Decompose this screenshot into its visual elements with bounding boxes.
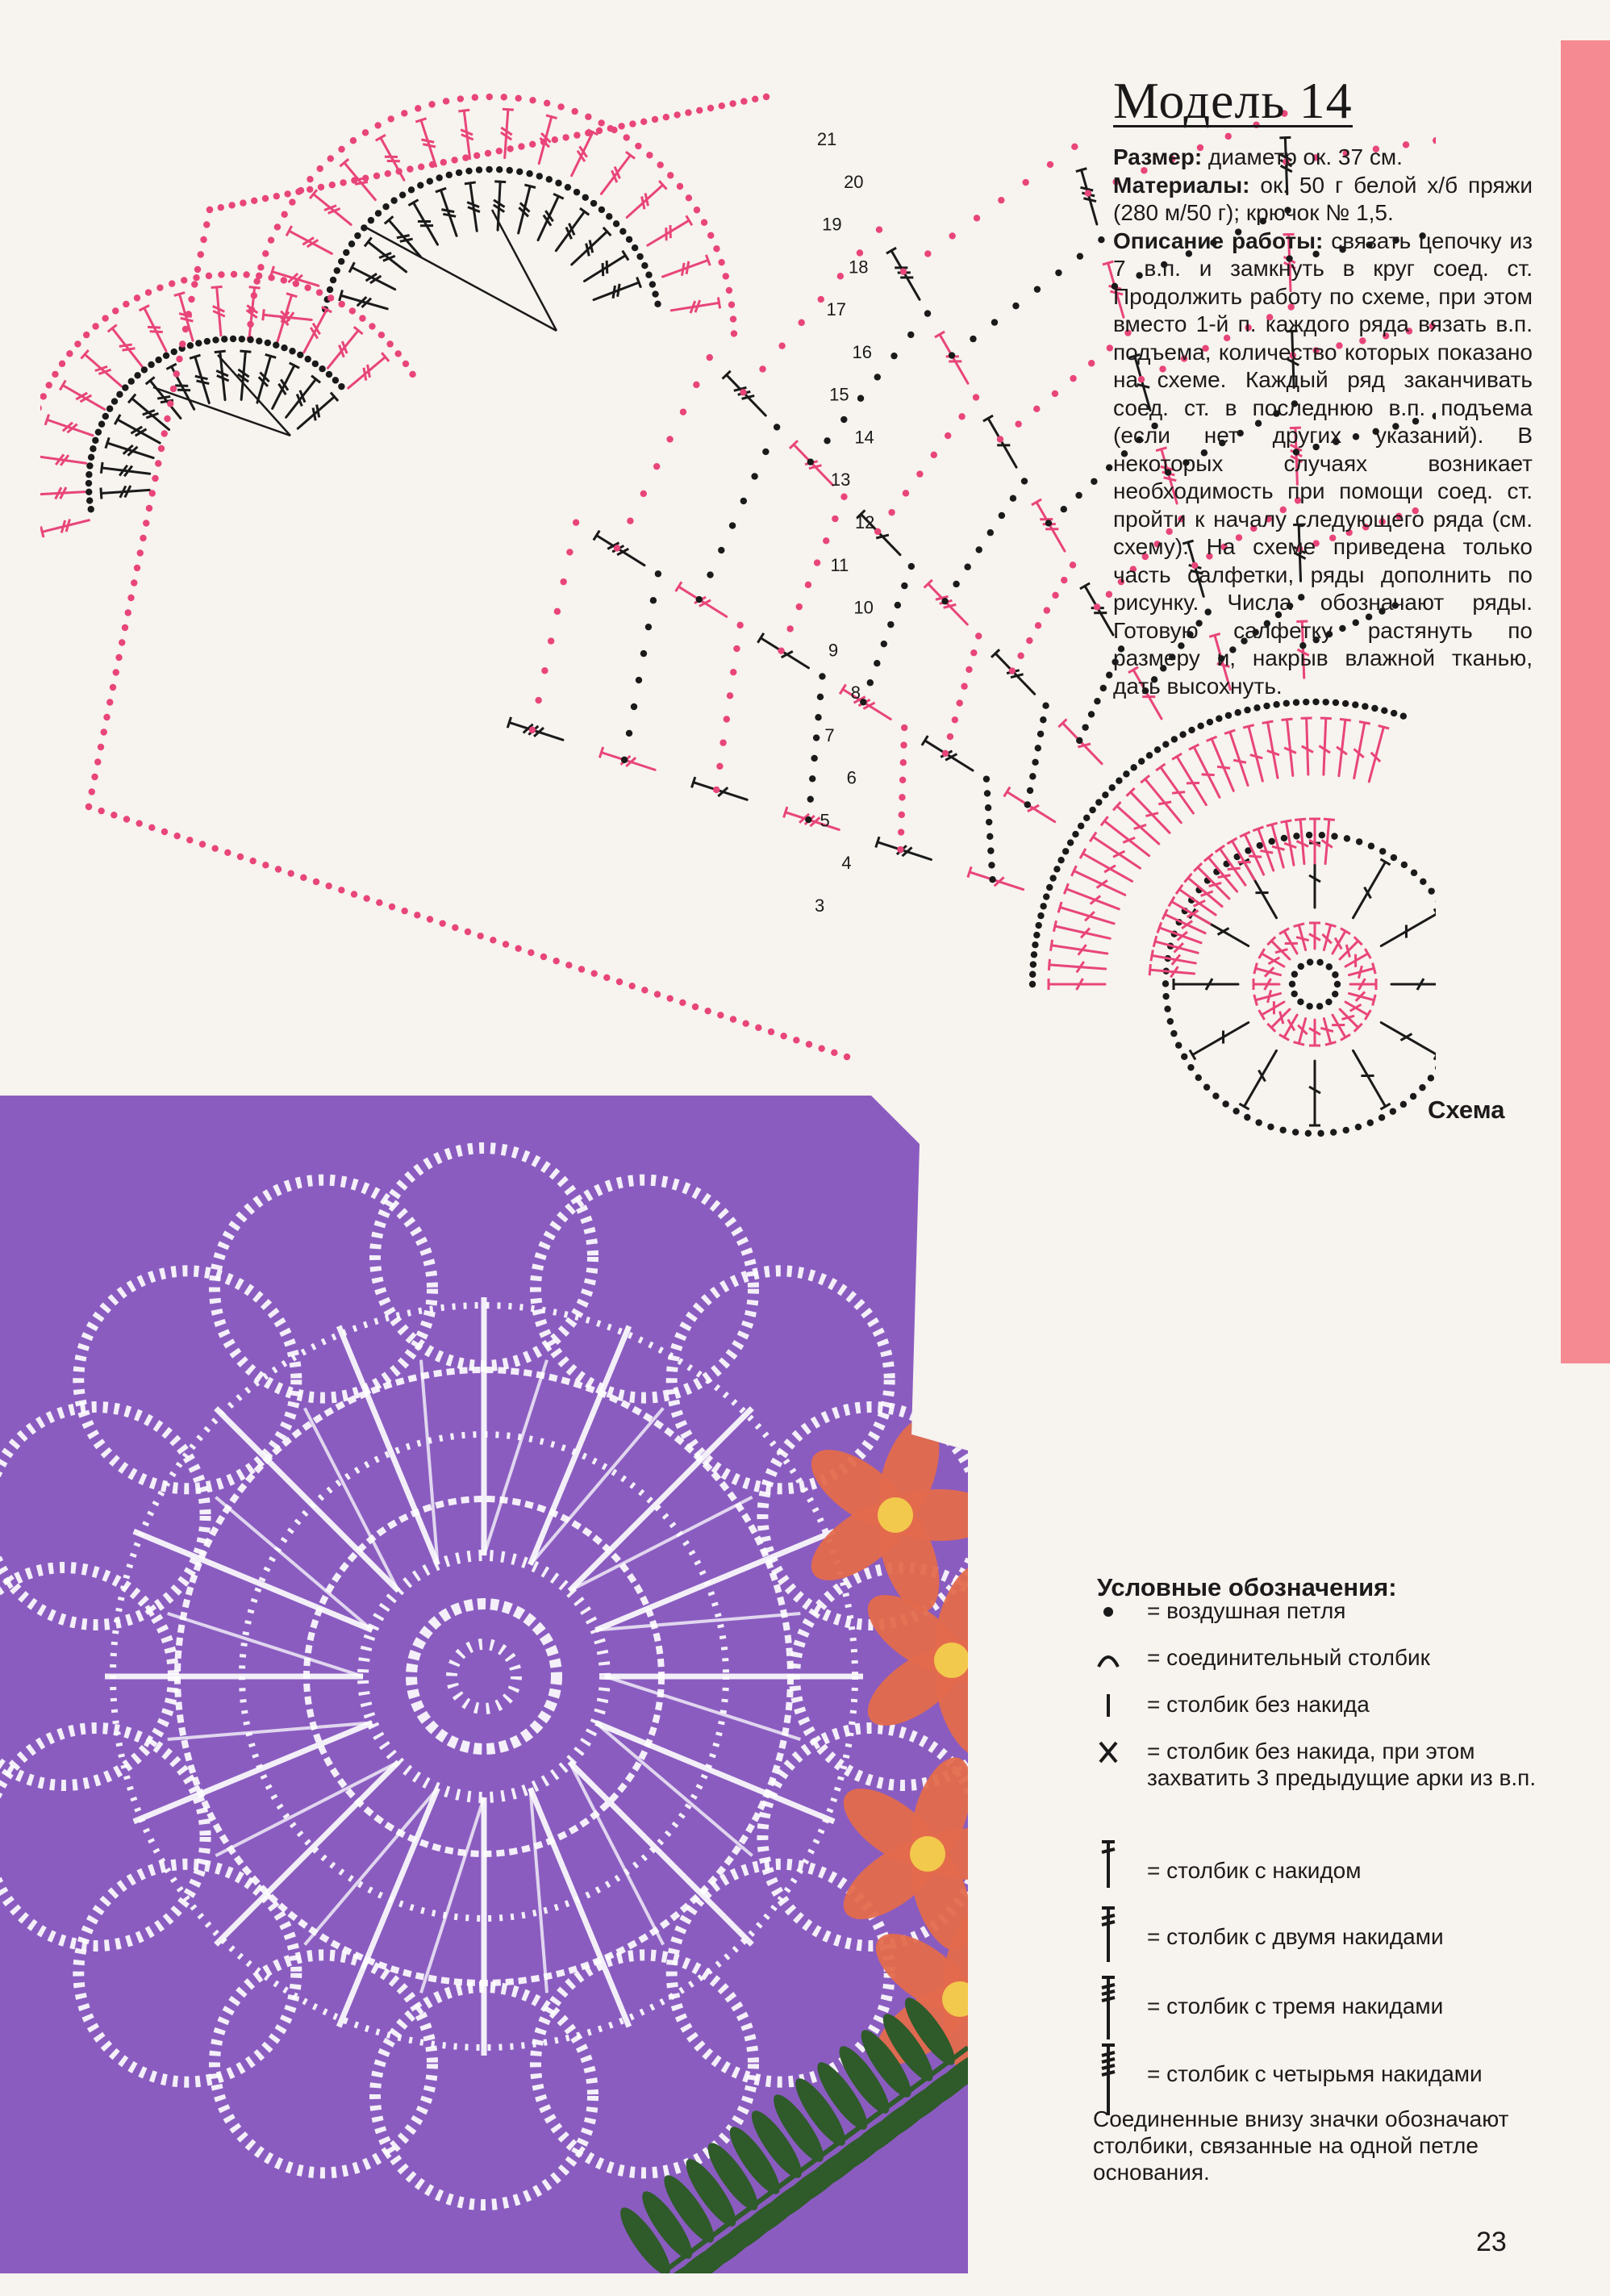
row-5-stitch bbox=[1240, 832, 1264, 875]
chain-arc bbox=[713, 622, 744, 793]
size-label: Размер: bbox=[1113, 144, 1203, 169]
legend-note: Соединенные внизу значки обозначают столбики, связанные на одной петле основания. bbox=[1093, 2106, 1509, 2185]
upper-fan-inner-stitch bbox=[385, 216, 421, 257]
row-3-stitch bbox=[1322, 924, 1336, 950]
doily-photo bbox=[0, 1096, 968, 2273]
upper-fan-outer-stitch bbox=[310, 190, 351, 224]
left-fan-inner-stitch bbox=[273, 363, 299, 409]
legend-item-text: = соединительный столбик bbox=[1147, 1645, 1430, 1670]
chain-arc bbox=[949, 236, 1105, 359]
row-6-stitch bbox=[1053, 920, 1110, 938]
row-5-stitch bbox=[1281, 820, 1297, 865]
upper-fan-outer-stitch bbox=[662, 255, 710, 277]
legend-item-text: = столбик с четырьмя накидами bbox=[1147, 2061, 1483, 2086]
row-5-stitch bbox=[1151, 950, 1195, 965]
upper-fan-inner-stitch bbox=[365, 237, 407, 271]
center-ring bbox=[1289, 958, 1341, 1009]
row-4-spoke bbox=[1381, 1023, 1436, 1060]
upper-fan-outer-stitch bbox=[458, 110, 473, 158]
row-3-stitch bbox=[1267, 1009, 1290, 1032]
legend bbox=[1097, 1573, 1549, 2086]
left-fan-inner-stitch bbox=[128, 394, 169, 430]
materials-label: Материалы: bbox=[1113, 172, 1250, 198]
row-6-stitch bbox=[1101, 816, 1149, 855]
row-4-spoke bbox=[1239, 859, 1276, 918]
upper-fan-inner-stitch bbox=[436, 188, 457, 236]
chain-arc bbox=[983, 775, 996, 883]
legend-item-text: = столбик с тремя накидами bbox=[1147, 1993, 1444, 2018]
upper-fan-inner-chain bbox=[322, 166, 661, 313]
triple-treble-icon bbox=[1097, 2043, 1137, 2115]
left-edge-chain bbox=[86, 207, 213, 810]
left-fan-inner-stitch bbox=[190, 355, 209, 403]
row-number: 20 bbox=[844, 171, 864, 192]
left-fan-outer-stitch bbox=[40, 487, 85, 500]
row-3-stitch bbox=[1254, 963, 1281, 977]
row-4-spoke bbox=[1381, 908, 1436, 946]
chain-arc bbox=[874, 394, 979, 535]
chain-arc bbox=[621, 570, 661, 763]
row-6-stitch bbox=[1262, 721, 1279, 778]
row-3-stitch bbox=[1350, 979, 1376, 990]
outer-border-chain bbox=[86, 804, 850, 1060]
row-3-stitch bbox=[1253, 979, 1279, 990]
legend-title: Условные обозначения: bbox=[1097, 1573, 1397, 1601]
upper-fan-inner-stitch bbox=[584, 251, 628, 282]
upper-fan-outer-stitch bbox=[601, 152, 635, 194]
chain-arc bbox=[1009, 561, 1077, 674]
legend-item-text: = воздушная петля bbox=[1147, 1598, 1346, 1623]
row-5-stitch bbox=[1322, 819, 1335, 863]
left-fan-outer-stitch bbox=[60, 380, 104, 409]
row-6-stitch bbox=[1156, 764, 1193, 813]
diagram-label: Схема bbox=[1428, 1096, 1505, 1124]
left-fan-outer-stitch bbox=[41, 520, 90, 538]
row-4-spoke bbox=[1353, 859, 1391, 918]
upper-fan-outer-stitch bbox=[648, 215, 692, 245]
upper-fan-outer-stitch bbox=[671, 298, 719, 314]
row-6-stitch bbox=[1301, 718, 1313, 774]
row-6-stitch bbox=[1369, 725, 1389, 781]
left-fan-outer-chain bbox=[40, 271, 416, 559]
left-fan-inner-stitch bbox=[286, 376, 320, 418]
row-number: 12 bbox=[854, 512, 875, 532]
chain-arc bbox=[805, 673, 826, 823]
single-crochet-x-icon bbox=[1097, 1738, 1137, 1810]
size-text: диаметр ок. 37 см. bbox=[1202, 144, 1403, 169]
page-title: Модель 14 bbox=[1113, 72, 1353, 129]
row-number: 14 bbox=[854, 427, 874, 448]
legend-item-text: = столбик с двумя накидами bbox=[1147, 1924, 1444, 1949]
row-3-stitch bbox=[1309, 1020, 1320, 1046]
row-6-stitch bbox=[1337, 719, 1351, 775]
chain-arc bbox=[1024, 703, 1049, 808]
row-7-chains bbox=[1029, 699, 1407, 987]
row-number: 13 bbox=[830, 470, 851, 491]
left-fan-inner-stitch bbox=[101, 462, 149, 476]
row-3-stitch bbox=[1254, 990, 1281, 1005]
row-6-stitch bbox=[1049, 979, 1105, 990]
left-fan-inner-stitch bbox=[257, 354, 276, 403]
row-3-stitch bbox=[1309, 923, 1320, 949]
row-number: 5 bbox=[820, 810, 830, 831]
row-number: 9 bbox=[828, 640, 839, 661]
pattern-description bbox=[1113, 144, 1533, 700]
row-6-stitch bbox=[1071, 866, 1124, 895]
upper-fan-inner-stitch bbox=[340, 290, 388, 309]
upper-fan-inner-stitch bbox=[538, 194, 564, 240]
top-edge-chain bbox=[206, 94, 770, 213]
row-6-stitch bbox=[1353, 722, 1370, 779]
work-label: Описание работы: bbox=[1113, 228, 1324, 253]
row-number: 16 bbox=[852, 341, 873, 362]
row-3-stitch bbox=[1340, 1009, 1362, 1032]
row-5-stitch bbox=[1295, 819, 1308, 863]
upper-fan-outer-stitch bbox=[286, 226, 332, 253]
row-5-stitch bbox=[1309, 819, 1320, 863]
left-fan-inner-stitch bbox=[106, 437, 153, 457]
upper-fan-outer-chain bbox=[247, 94, 737, 342]
double-crochet-icon bbox=[1097, 1839, 1137, 1912]
row-6-stitch bbox=[1282, 719, 1296, 775]
row-5-stitch bbox=[1253, 827, 1273, 870]
row-3-stitch bbox=[1349, 991, 1376, 1005]
row-3-stitch bbox=[1267, 937, 1290, 959]
row-4-spoke bbox=[1239, 1050, 1276, 1109]
chain-arc bbox=[740, 226, 882, 395]
materials-text: ок. 50 г белой х/б пряжи (280 м/50 г); крючок № 1,5. bbox=[1113, 172, 1533, 225]
row-6-stitch bbox=[1207, 737, 1234, 791]
left-fan-inner-stitch bbox=[238, 351, 251, 399]
row-4-spoke bbox=[1174, 979, 1238, 990]
row-6-stitch bbox=[1243, 725, 1262, 782]
row-3-stitch bbox=[1294, 924, 1309, 950]
chain-arc bbox=[614, 354, 713, 552]
chain-arc bbox=[860, 563, 915, 706]
row-number: 17 bbox=[826, 299, 846, 320]
page-number: 23 bbox=[1476, 2227, 1507, 2257]
double-treble-icon bbox=[1097, 1975, 1137, 2048]
chain-arc bbox=[941, 478, 1028, 604]
legend-item-text: = столбик с накидом bbox=[1147, 1858, 1362, 1883]
chain-arc bbox=[900, 144, 1078, 275]
upper-fan-inner-stitch bbox=[572, 228, 611, 265]
left-fan-outer-stitch bbox=[247, 287, 261, 336]
row-number: 8 bbox=[850, 683, 861, 703]
left-fan-outer-stitch bbox=[40, 451, 86, 465]
row-number: 18 bbox=[848, 257, 869, 278]
row-number: 19 bbox=[822, 214, 842, 235]
row-3-stitch bbox=[1340, 937, 1362, 959]
left-fan-inner-stitch bbox=[101, 486, 149, 499]
row-6-stitch bbox=[1127, 788, 1170, 833]
row-3-stitch bbox=[1349, 963, 1376, 979]
left-fan-outer-stitch bbox=[327, 327, 362, 368]
legend-item-text: = столбик без накида bbox=[1147, 1692, 1370, 1717]
left-fan-outer-stitch bbox=[140, 306, 166, 352]
chain-arc bbox=[696, 424, 781, 603]
accent-side-bar bbox=[1561, 40, 1610, 1363]
row-4-spoke bbox=[1309, 1061, 1320, 1125]
row-4-spoke bbox=[1391, 979, 1436, 990]
chain-arc bbox=[997, 329, 1132, 442]
upper-fan-inner-stitch bbox=[465, 182, 480, 231]
row-number: 15 bbox=[829, 384, 849, 405]
work-text: связать цепочку из 7 в.п. и замкнуть в круг соед. ст. Продолжить работу по схеме, при этом вместо 1-й п. каждого ряда вязать в.п. подъема, количество которых показано на схеме. Каждый ряд заканчивать соед. ст. в последнюю в.п. подъема (если нет других указаний). В некоторых случаях возникает необходимость при помощи соед. ст. пройти к началу следующего ряда (см. схему). На схеме приведена только часть салфетки, ряды дополнить по рисунку. Числа обозначают ряды. Готовую салфетку растянуть по размеру и, накрыв влажной тканью, дать высохнуть. bbox=[1113, 228, 1533, 699]
left-fan-outer-stitch bbox=[211, 286, 225, 335]
row-number: 11 bbox=[830, 554, 849, 575]
row-number: 7 bbox=[824, 724, 835, 745]
chain-arc bbox=[529, 519, 580, 733]
row-3-stitch bbox=[1320, 1019, 1336, 1046]
row-4-spoke bbox=[1190, 908, 1249, 946]
upper-fan-inner-stitch bbox=[408, 200, 437, 244]
row-6-stitch bbox=[1051, 940, 1107, 955]
row-4-spoke bbox=[1190, 1023, 1249, 1060]
left-fan-inner-stitch bbox=[115, 415, 160, 443]
row-number: 21 bbox=[816, 129, 837, 149]
upper-fan-inner-stitch bbox=[349, 262, 395, 289]
row-number: 3 bbox=[815, 895, 825, 916]
upper-fan-inner-stitch bbox=[556, 208, 589, 251]
row-number: 10 bbox=[853, 597, 874, 618]
upper-fan-outer-stitch bbox=[415, 119, 436, 166]
row-5-stitch bbox=[1216, 845, 1245, 885]
legend-item-text: = столбик без накида, при этом захватить 3 предыдущие арки из в.п. bbox=[1147, 1739, 1537, 1790]
upper-fan-inner-stitch bbox=[519, 185, 536, 233]
left-fan-outer-stitch bbox=[348, 353, 389, 388]
upper-fan-outer-stitch bbox=[627, 181, 666, 217]
left-fan-outer-stitch bbox=[108, 325, 142, 367]
chain-arc bbox=[942, 632, 982, 757]
row-6-stitch bbox=[1049, 959, 1105, 972]
left-fan-outer-stitch bbox=[45, 415, 93, 436]
left-fan-outer-stitch bbox=[304, 307, 332, 352]
row-4-spoke bbox=[1353, 1050, 1391, 1109]
row-6-stitch bbox=[1319, 718, 1331, 774]
radial-stitch bbox=[1076, 169, 1097, 224]
row-number: 4 bbox=[841, 853, 852, 874]
row-6-stitch bbox=[1189, 745, 1220, 798]
chain-arc bbox=[897, 724, 907, 853]
upper-fan-inner-stitch bbox=[594, 278, 641, 300]
left-fan-outer-stitch bbox=[81, 350, 122, 386]
row-3-stitch bbox=[1294, 1019, 1308, 1046]
row-5-stitch bbox=[1149, 964, 1194, 977]
treble-crochet-icon bbox=[1097, 1906, 1137, 1978]
row-number: 6 bbox=[846, 767, 857, 788]
row-6-stitch bbox=[1113, 802, 1159, 844]
